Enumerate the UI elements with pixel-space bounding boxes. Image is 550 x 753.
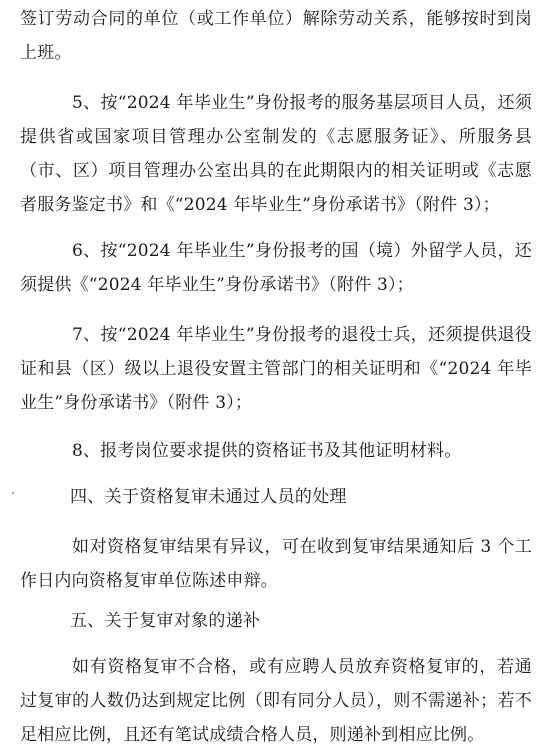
paragraph-section-4: 如对资格复审结果有异议，可在收到复审结果通知后 3 个工作日内向资格复审单位陈述申辩。	[20, 537, 532, 591]
section-heading-5: 五、关于复审对象的递补	[70, 611, 261, 631]
section-heading-4: 四、关于资格复审未通过人员的处理	[70, 487, 347, 507]
paragraph-item-6: 6、按“2024 年毕业生”身份报考的国（境）外留学人员，还须提供《“2024 年毕业生”身份承诺书》（附件 3）；	[20, 241, 532, 295]
paragraph-section-5: 如有资格复审不合格，或有应聘人员放弃资格复审的，若通过复审的人数仍达到规定比例（即有同分人员），则不需递补；若不足相应比例，且还有笔试成绩合格人员，则递补到相应比例。	[20, 657, 532, 745]
paragraph-item-8: 8、报考岗位要求提供的资格证书及其他证明材料。	[72, 441, 462, 461]
scan-speck	[12, 492, 14, 494]
paragraph-continuation: 签订劳动合同的单位（或工作单位）解除劳动关系，能够按时到岗上班。	[20, 9, 532, 63]
paragraph-item-7: 7、按“2024 年毕业生”身份报考的退役士兵，还须提供退役证和县（区）级以上退役安置主管部门的相关证明和《“2024 年毕业生”身份承诺书》（附件 3）；	[20, 325, 532, 413]
paragraph-item-5: 5、按“2024 年毕业生”身份报考的服务基层项目人员，还须提供省或国家项目管理办公室制发的《志愿服务证》、所服务县（市、区）项目管理办公室出具的在此期限内的相关证明或《志愿者服务鉴定书》和《“2024 年毕业生”身份承诺书》（附件 3）；	[20, 93, 532, 215]
